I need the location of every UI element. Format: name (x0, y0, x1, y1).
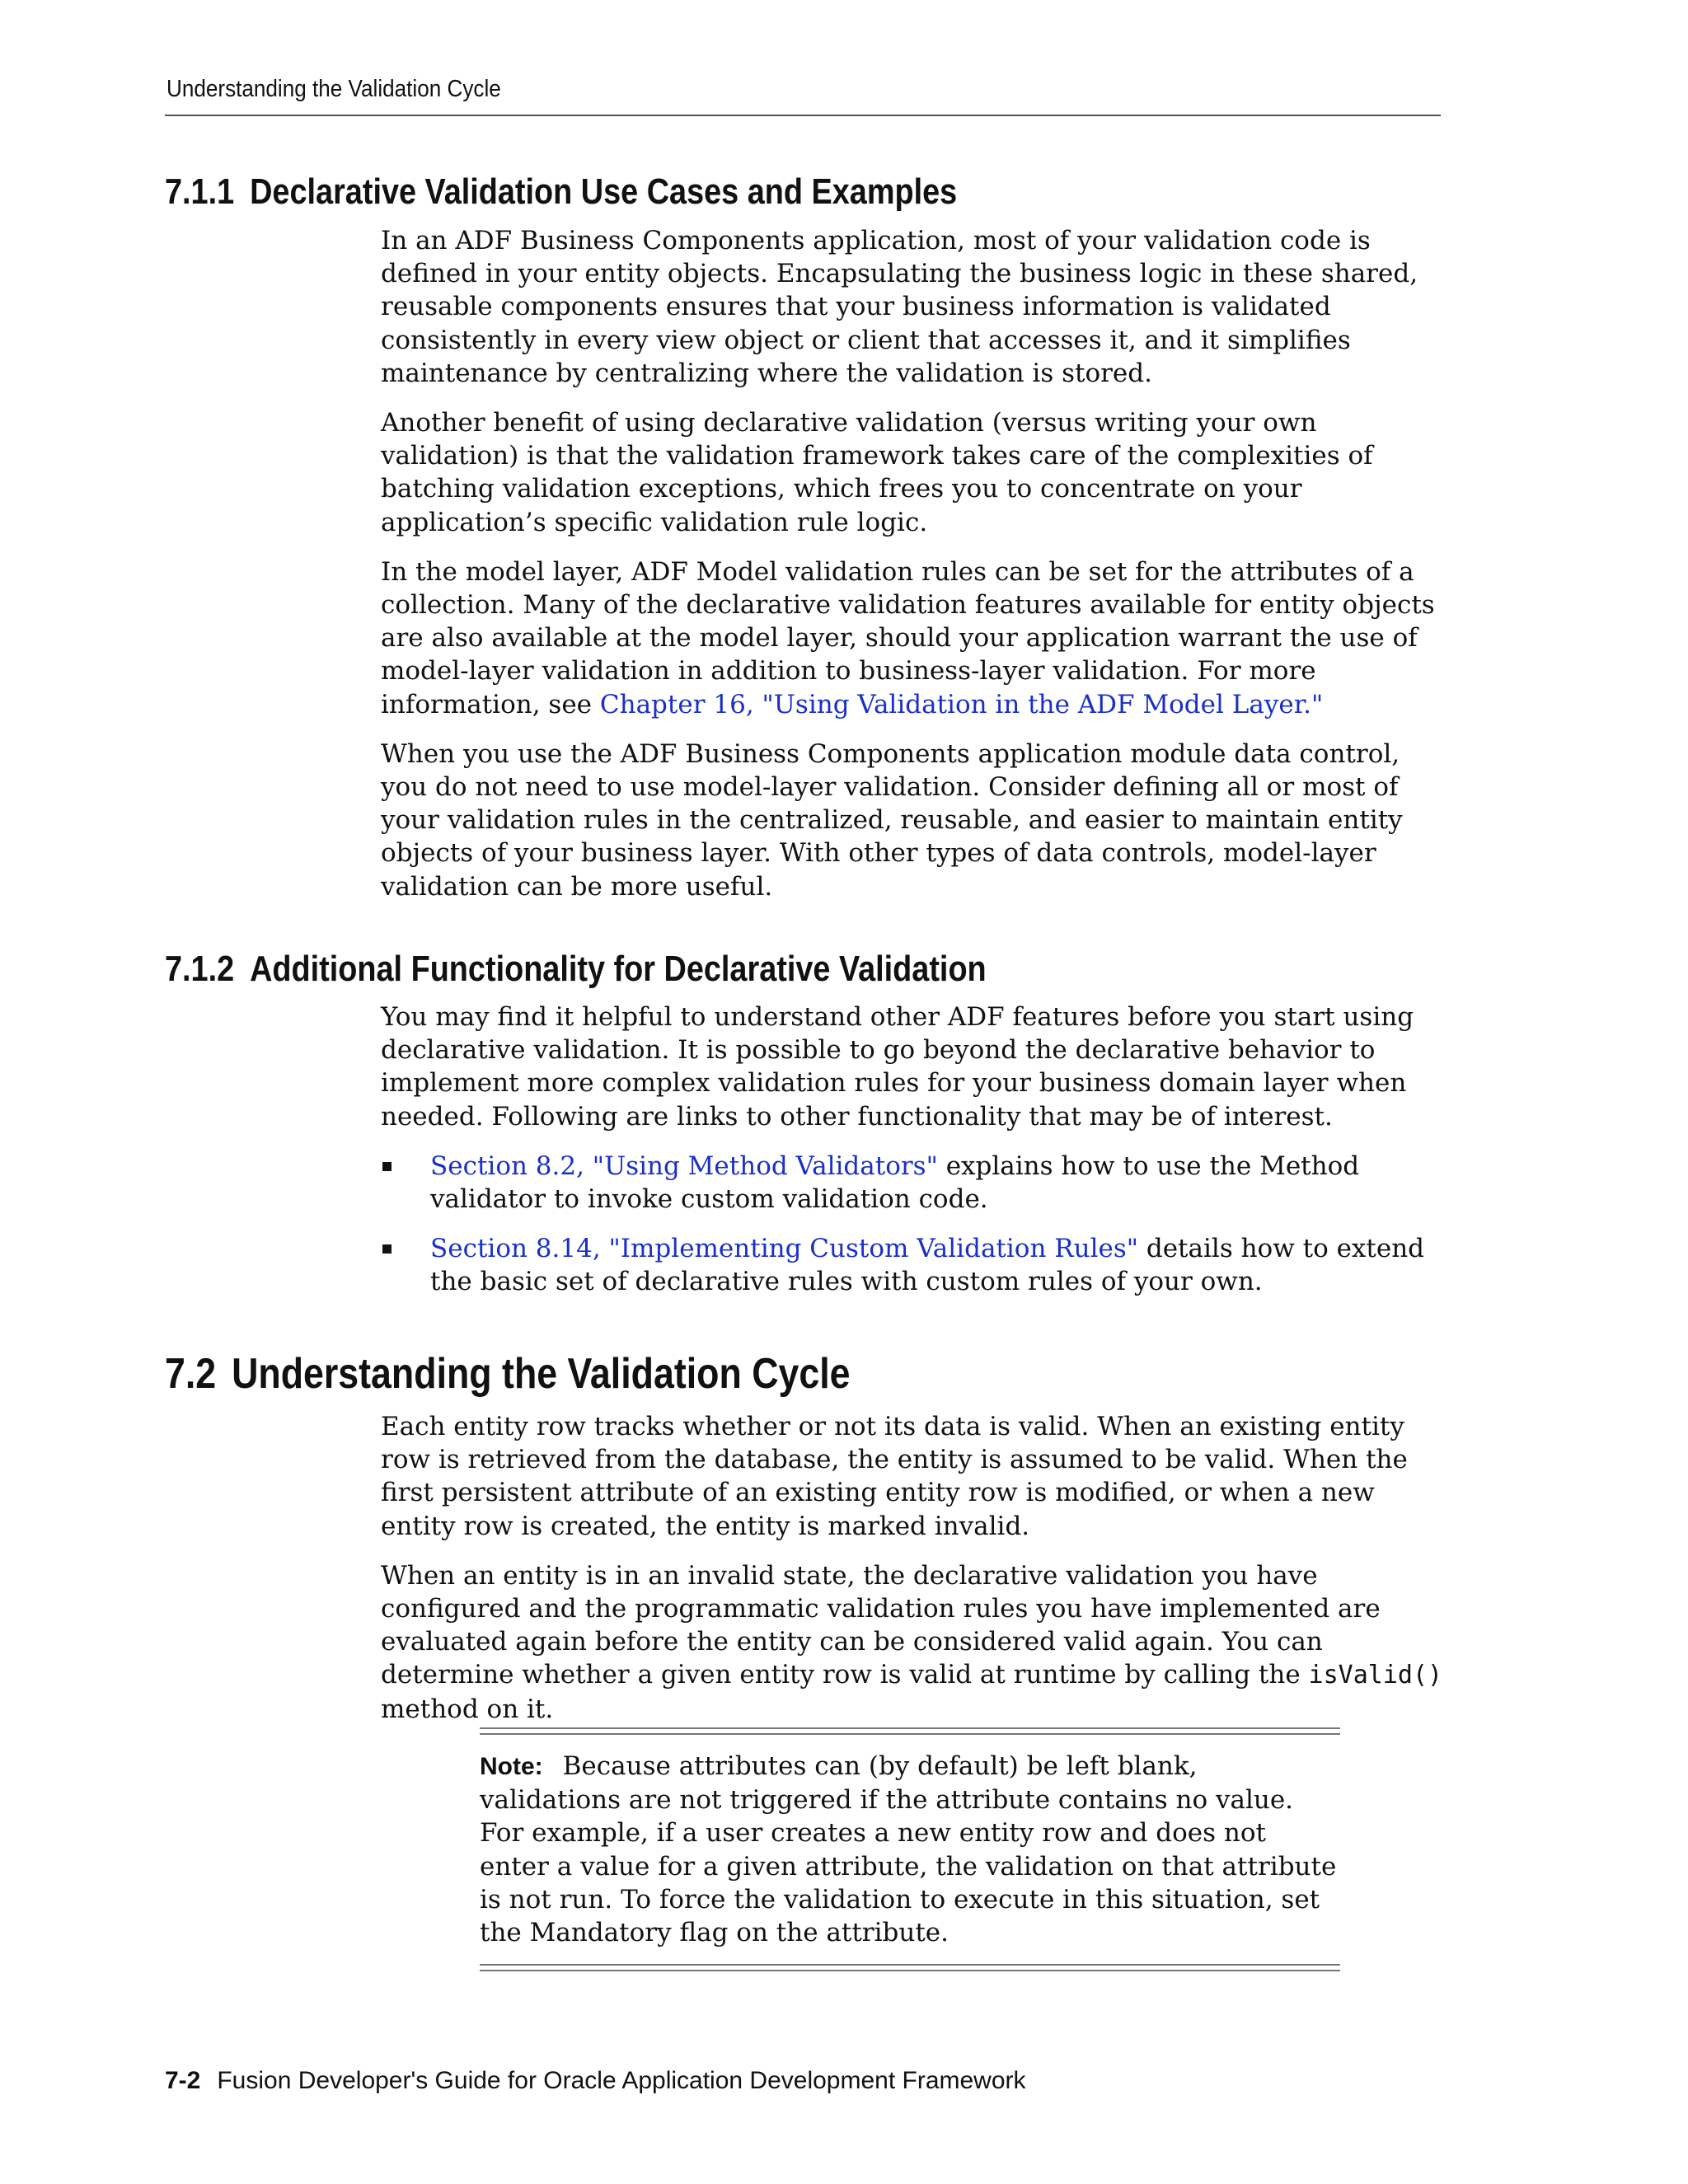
section-8-2-link[interactable]: Section 8.2, "Using Method Validators" (430, 1151, 938, 1181)
book-title: Fusion Developer's Guide for Oracle Application Development Framework (217, 2067, 1026, 2094)
paragraph (381, 1559, 1444, 1726)
heading-7-2-number: 7.2 (165, 1350, 217, 1398)
paragraph-text: method on it. (381, 1694, 554, 1724)
list-item-text: details how to extend the basic set of declarative rules with custom rules of your own. (430, 1234, 1425, 1297)
note-box (480, 1727, 1340, 1971)
heading-7-1-1-number: 7.1.1 (165, 171, 235, 212)
note-bottom-rule-inner (480, 1970, 1340, 1971)
heading-7-1-2-number: 7.1.2 (165, 949, 235, 989)
header-divider (165, 115, 1441, 116)
list-item (381, 1232, 1444, 1298)
heading-7-2 (165, 1349, 851, 1399)
paragraph: When you use the ADF Business Components application module data control, you do not need to use model-layer validation. Consider defining all or most of your validation rules in the centralized, reusable, and easier to maintain entity objects of your business layer. With other types of data controls, model-layer validation can be more useful. (381, 738, 1403, 902)
note-text: Because attributes can (by default) be left blank, validations are not triggered if the attribute contains no value. For example, if a user creates a new entity row and does not enter a value for a given attribute, the validation on that attribute is not run. To force the validation to execute in this situation, set the Mandatory flag on the attribute. (480, 1751, 1337, 1948)
list-item (381, 1150, 1444, 1216)
heading-7-2-title: Understanding the Validation Cycle (232, 1350, 851, 1398)
heading-7-1-2 (165, 949, 987, 990)
related-links-list (381, 1150, 1444, 1299)
paragraph-text: In the model layer, ADF Model validation rules can be set for the attributes of a collection. Many of the declarative validation features available for entity objects are also available at the model layer, should your application warrant the use of model-layer validation in addition to business-layer validation. For more information, see (381, 556, 1435, 719)
note-bottom-rule (480, 1964, 1340, 1966)
note-label: Note: (480, 1753, 543, 1780)
paragraph: You may find it helpful to understand other ADF features before you start using declarative validation. It is possible to go beyond the declarative behavior to implement more complex validation rules for your business domain layer when needed. Following are links to other functionality that may be of interest. (381, 1002, 1414, 1132)
paragraph (381, 555, 1444, 721)
section-7-2-body (381, 1410, 1444, 1742)
section-8-14-link[interactable]: Section 8.14, "Implementing Custom Validation Rules" (430, 1234, 1139, 1264)
bullet-icon (382, 1162, 392, 1171)
chapter-16-link[interactable]: Chapter 16, "Using Validation in the ADF Model Layer." (599, 689, 1324, 719)
section-7-1-2-body (381, 1001, 1444, 1315)
paragraph: Another benefit of using declarative validation (versus writing your own validation) is that the validation framework takes care of the complexities of batching validation exceptions, which frees you to concentrate on your application’s specific validation rule logic. (381, 408, 1373, 537)
heading-7-1-1-title: Declarative Validation Use Cases and Examples (250, 171, 958, 212)
section-7-1-1-body (381, 224, 1444, 920)
note-content (480, 1735, 1340, 1964)
list-item-text: explains how to use the Method validator to invoke custom validation code. (430, 1151, 1360, 1215)
paragraph: Each entity row tracks whether or not its data is valid. When an existing entity row is retrieved from the database, the entity is assumed to be valid. When the first persistent attribute of an existing entity row is modified, or when a new entity row is created, the entity is marked invalid. (381, 1412, 1408, 1541)
heading-7-1-2-title: Additional Functionality for Declarative Validation (250, 949, 987, 989)
paragraph-text: When an entity is in an invalid state, the declarative validation you have configured and the programmatic validation rules you have implemented are evaluated again before the entity can be considered valid again. You can determine whether a given entity row is valid at runtime by calling the (381, 1560, 1381, 1690)
page-number: 7-2 (165, 2067, 201, 2094)
heading-7-1-1 (165, 171, 957, 213)
code-isvalid: isValid() (1308, 1661, 1443, 1690)
note-top-rule (480, 1727, 1340, 1729)
paragraph: In an ADF Business Components application, most of your validation code is defined in your entity objects. Encapsulating the business logic in these shared, reusable components ensures that your business information is validated consistently in every view object or client that accesses it, and it simplifies maintenance by centralizing where the validation is stored. (381, 226, 1418, 388)
page-footer (165, 2067, 1026, 2095)
bullet-icon (382, 1244, 392, 1254)
running-header: Understanding the Validation Cycle (166, 76, 501, 102)
